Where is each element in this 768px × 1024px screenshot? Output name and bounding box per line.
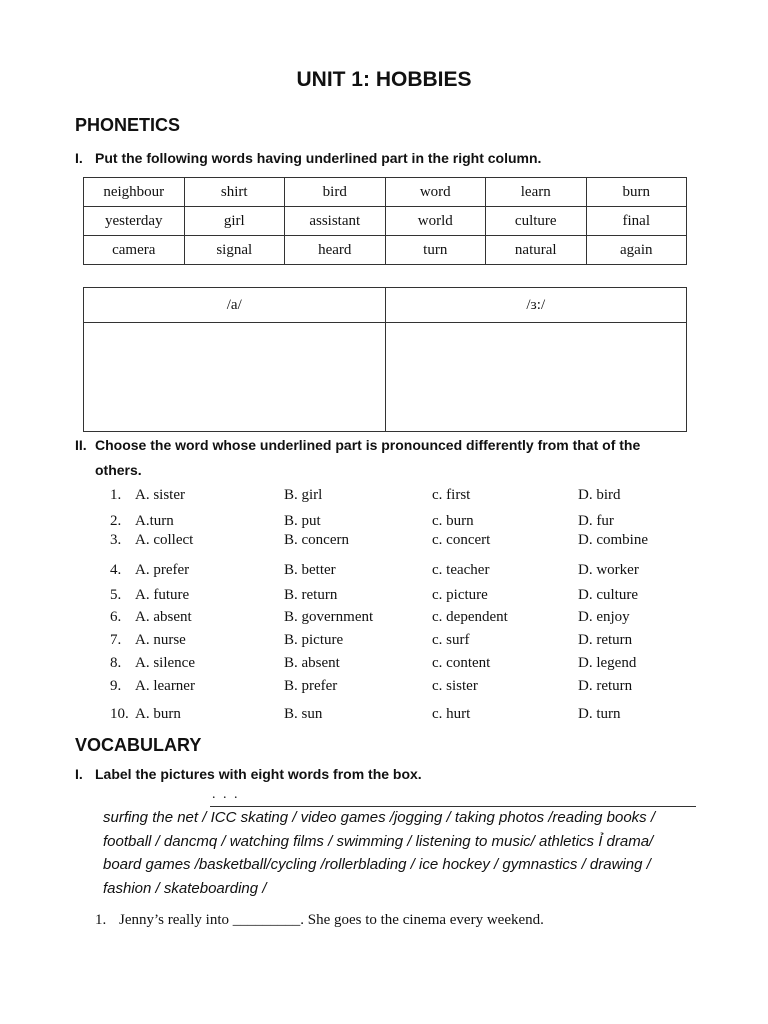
option-a[interactable]: A. silence [135, 655, 195, 671]
word-table [83, 177, 687, 265]
option-a[interactable]: A. absent [135, 609, 192, 625]
page-title: UNIT 1: HOBBIES [296, 68, 472, 91]
option-b[interactable]: B. girl [284, 487, 323, 503]
sound-column-header: /ɜ:/ [385, 288, 687, 323]
question-row [110, 587, 670, 607]
option-d[interactable]: D. return [578, 678, 633, 694]
vocab-ex1-text: Label the pictures with eight words from the box. [95, 766, 422, 782]
word-cell: camera [84, 236, 185, 265]
question-number: 7. [110, 632, 122, 648]
word-box-line: fashion / skateboarding / [103, 880, 267, 897]
option-c[interactable]: c. hurt [432, 706, 471, 722]
word-cell: final [586, 207, 687, 236]
sound-answer-cell[interactable] [385, 323, 687, 432]
option-c[interactable]: c. surf [432, 632, 470, 648]
word-cell: bird [285, 178, 386, 207]
question-row [110, 678, 670, 698]
question-row [110, 609, 670, 629]
question-row [110, 655, 670, 675]
sentence-number: 1. [95, 912, 107, 928]
option-a[interactable]: A. learner [135, 678, 195, 694]
question-row [110, 487, 670, 507]
phonetics-ex2-instruction [75, 437, 640, 453]
word-cell: word [385, 178, 486, 207]
sound-table [83, 287, 687, 432]
question-number: 9. [110, 678, 122, 694]
word-cell: heard [285, 236, 386, 265]
question-number: 1. [110, 487, 122, 503]
word-box-line: surfing the net / ICC skating / video games /jogging / taking photos /reading books / [103, 809, 655, 826]
option-c[interactable]: c. teacher [432, 562, 490, 578]
option-b[interactable]: B. absent [284, 655, 340, 671]
option-d[interactable]: D. combine [578, 532, 648, 548]
question-row [110, 532, 670, 552]
option-a[interactable]: A. collect [135, 532, 194, 548]
word-cell: neighbour [84, 178, 185, 207]
sentence-text: Jenny’s really into _________. She goes to the cinema every weekend. [119, 912, 544, 928]
fill-in-sentence [95, 912, 544, 929]
sound-answer-cell[interactable] [84, 323, 386, 432]
question-row [110, 562, 670, 582]
question-number: 5. [110, 587, 122, 603]
word-table-row [84, 207, 687, 236]
question-number: 4. [110, 562, 122, 578]
option-b[interactable]: B. put [284, 513, 321, 529]
option-b[interactable]: B. return [284, 587, 338, 603]
word-cell: burn [586, 178, 687, 207]
word-cell: learn [486, 178, 587, 207]
option-d[interactable]: D. worker [578, 562, 639, 578]
option-d[interactable]: D. return [578, 632, 633, 648]
option-d[interactable]: D. fur [578, 513, 614, 529]
option-a[interactable]: A. nurse [135, 632, 186, 648]
question-number: 8. [110, 655, 122, 671]
option-a[interactable]: A.turn [135, 513, 174, 529]
word-cell: turn [385, 236, 486, 265]
option-b[interactable]: B. concern [284, 532, 349, 548]
option-c[interactable]: c. dependent [432, 609, 508, 625]
question-number: 3. [110, 532, 122, 548]
option-d[interactable]: D. bird [578, 487, 621, 503]
option-a[interactable]: A. burn [135, 706, 181, 722]
word-table-row [84, 178, 687, 207]
word-cell: girl [184, 207, 285, 236]
ex2-text-line2: others. [95, 462, 142, 478]
option-c[interactable]: c. sister [432, 678, 478, 694]
option-c[interactable]: c. picture [432, 587, 488, 603]
sound-column-header: /a/ [84, 288, 386, 323]
question-number: 10. [110, 706, 129, 722]
option-a[interactable]: A. sister [135, 487, 185, 503]
ex2-number: II. [75, 437, 87, 453]
option-b[interactable]: B. prefer [284, 678, 338, 694]
word-cell: assistant [285, 207, 386, 236]
question-row [110, 632, 670, 652]
option-a[interactable]: A. prefer [135, 562, 190, 578]
option-b[interactable]: B. picture [284, 632, 344, 648]
word-cell: signal [184, 236, 285, 265]
word-cell: natural [486, 236, 587, 265]
word-box-line: football / dancmq / watching films / swimming / listening to music/ athletics Ỉ drama/ [103, 833, 654, 850]
phonetics-heading: PHONETICS [75, 115, 181, 135]
vocabulary-heading: VOCABULARY [75, 735, 202, 755]
question-row [110, 513, 670, 533]
option-b[interactable]: B. better [284, 562, 336, 578]
option-d[interactable]: D. enjoy [578, 609, 630, 625]
ex1-number: I. [75, 150, 83, 166]
word-cell: yesterday [84, 207, 185, 236]
option-a[interactable]: A. future [135, 587, 190, 603]
word-cell: world [385, 207, 486, 236]
box-dots: . . . [212, 787, 240, 802]
option-b[interactable]: B. government [284, 609, 374, 625]
option-c[interactable]: c. content [432, 655, 491, 671]
ex2-text-line1: Choose the word whose underlined part is pronounced differently from that of the [95, 437, 641, 453]
option-d[interactable]: D. culture [578, 587, 638, 603]
option-c[interactable]: c. concert [432, 532, 491, 548]
question-row [110, 706, 670, 726]
vocabulary-ex1-instruction [75, 766, 422, 782]
option-c[interactable]: c. burn [432, 513, 474, 529]
word-cell: culture [486, 207, 587, 236]
vocab-ex1-number: I. [75, 766, 83, 782]
option-b[interactable]: B. sun [284, 706, 323, 722]
question-number: 2. [110, 513, 122, 529]
word-box-line: board games /basketball/cycling /rollerblading / ice hockey / gymnastics / drawing / [103, 856, 651, 873]
option-d[interactable]: D. turn [578, 706, 621, 722]
word-table-row [84, 236, 687, 265]
option-c[interactable]: c. first [432, 487, 471, 503]
phonetics-ex1-instruction [75, 150, 541, 166]
option-d[interactable]: D. legend [578, 655, 637, 671]
question-number: 6. [110, 609, 122, 625]
word-cell: shirt [184, 178, 285, 207]
ex1-text: Put the following words having underlined part in the right column. [95, 150, 542, 166]
box-top-rule [210, 806, 696, 807]
word-cell: again [586, 236, 687, 265]
